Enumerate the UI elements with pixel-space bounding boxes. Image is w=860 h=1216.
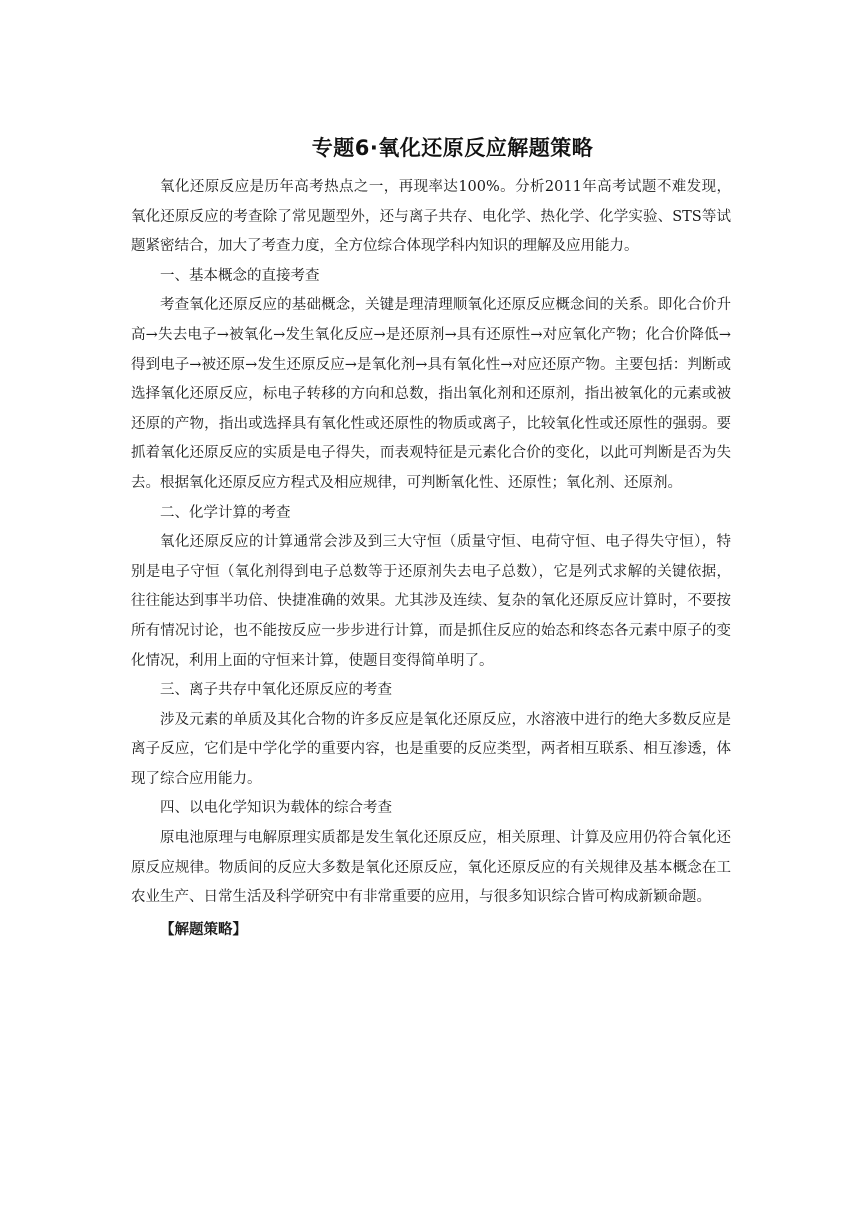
section-body-3: 涉及元素的单质及其化合物的许多反应是氧化还原反应，水溶液中进行的绝大多数反应是离子反应，它们是中学化学的重要内容，也是重要的反应类型，两者相互联系、相互渗透，体现了综合应用能力。 <box>131 711 731 787</box>
section-body-2: 氧化还原反应的计算通常会涉及到三大守恒（质量守恒、电荷守恒、电子得失守恒），特别是电子守恒（氧化剂得到电子总数等于还原剂失去电子总数），它是列式求解的关键依据，往往能达到事半功倍、快捷准确的效果。尤其涉及连续、复杂的氧化还原反应计算时，不要按所有情况讨论，也不能按反应一步步进行计算，而是抓住反应的始态和终态各元素中原子的变化情况，利用上面的守恒来计算，使题目变得简单明了。 <box>131 534 731 669</box>
section-body-1: 考查氧化还原反应的基础概念，关键是理清理顺氧化还原反应概念间的关系。即化合价升高→失去电子→被氧化→发生氧化反应→是还原剂→具有还原性→对应氧化产物；化合价降低→得到电子→被还原→发生还原反应→是氧化剂→具有氧化性→对应还原产物。主要包括：判断或选择氧化还原反应，标电子转移的方向和总数，指出氧化剂和还原剂，指出被氧化的元素或被还原的产物，指出或选择具有氧化性或还原性的物质或离子，比较氧化性或还原性的强弱。要抓着氧化还原反应的实质是电子得失，而表观特征是元素化合价的变化，以此可判断是否为失去。根据氧化还原反应方程式及相应规律，可判断氧化性、还原性；氧化剂、还原剂。 <box>131 297 731 491</box>
intro-paragraph: 氧化还原反应是历年高考热点之一，再现率达100%。分析2011年高考试题不难发现，氧化还原反应的考查除了常见题型外，还与离子共存、电化学、热化学、化学实验、STS等试题紧密结合，加大了考查力度，全方位综合体现学科内知识的理解及应用能力。 <box>131 179 731 255</box>
section-heading-1: 一、基本概念的直接考查 <box>160 267 320 284</box>
strategy-heading: 【解题策略】 <box>160 921 247 938</box>
document-body <box>131 173 731 945</box>
section-body-4: 原电池原理与电解原理实质都是发生氧化还原反应，相关原理、计算及应用仍符合氧化还原反应规律。物质间的反应大多数是氧化还原反应，氧化还原反应的有关规律及基本概念在工农业生产、日常生活及科学研究中有非常重要的应用，与很多知识综合皆可构成新颖命题。 <box>131 830 731 906</box>
section-heading-3: 三、离子共存中氧化还原反应的考查 <box>160 682 392 699</box>
section-heading-4: 四、以电化学知识为载体的综合考查 <box>160 800 392 817</box>
section-heading-2: 二、化学计算的考查 <box>160 504 291 521</box>
document-title: 专题6·氧化还原反应解题策略 <box>311 136 594 160</box>
